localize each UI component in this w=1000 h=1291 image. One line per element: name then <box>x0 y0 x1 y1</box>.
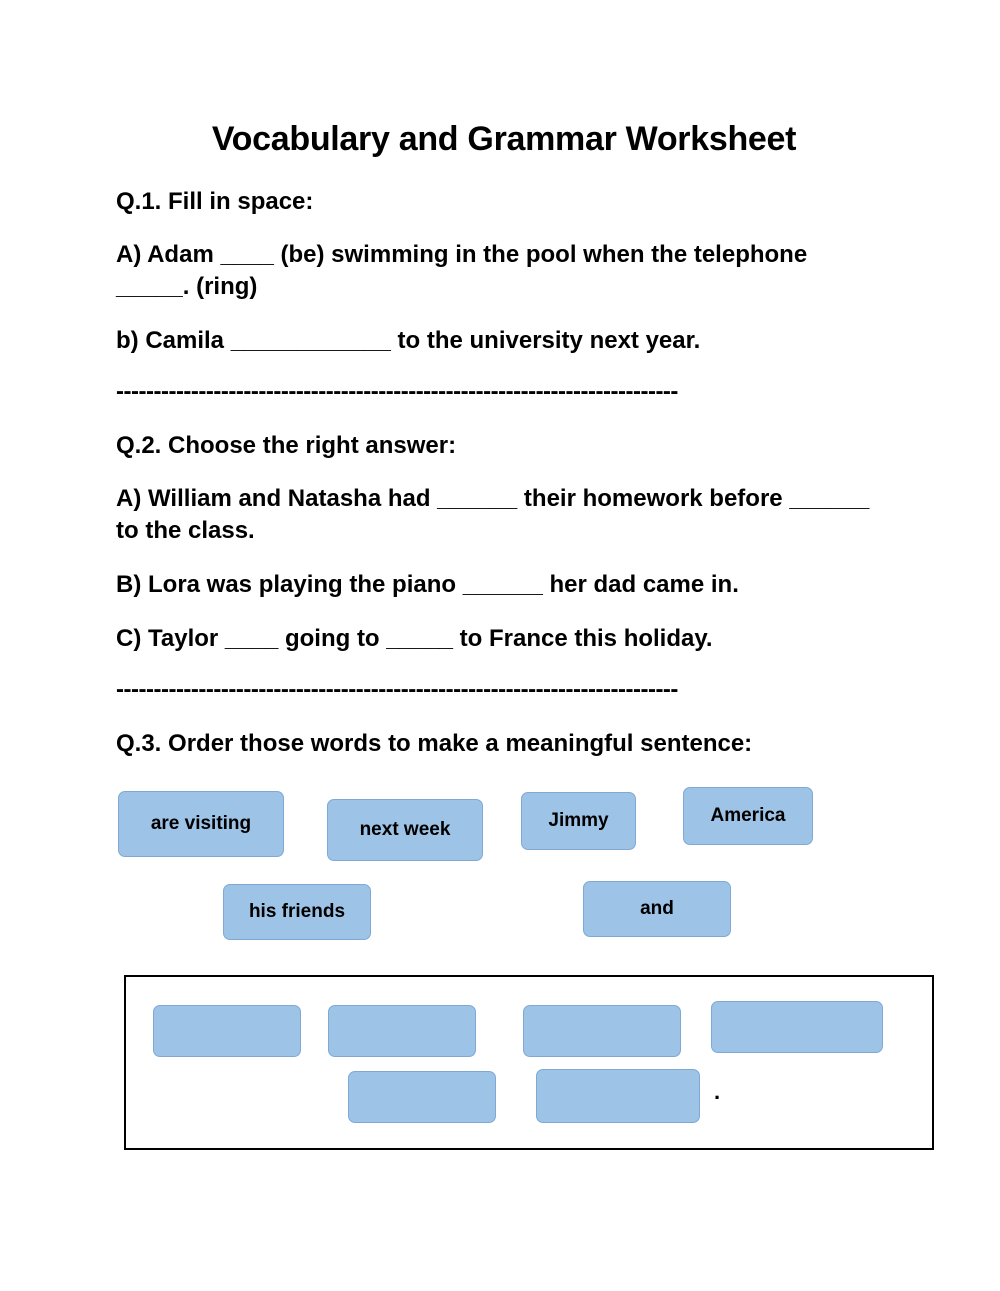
question-3-heading: Q.3. Order those words to make a meaningful sentence: <box>116 730 753 758</box>
question-2-heading: Q.2. Choose the right answer: <box>116 432 457 460</box>
word-tile-and[interactable]: and <box>583 881 731 937</box>
answer-slot-4[interactable] <box>711 1001 883 1053</box>
word-tile-next-week[interactable]: next week <box>327 799 483 861</box>
question-1-item-a: A) Adam ____ (be) swimming in the pool when the telephone _____. (ring) <box>116 241 808 300</box>
question-2-item-c: C) Taylor ____ going to _____ to France this holiday. <box>116 624 713 652</box>
page-title: Vocabulary and Grammar Worksheet <box>211 120 797 158</box>
answer-slot-2[interactable] <box>328 1005 476 1057</box>
answer-slot-5[interactable] <box>348 1071 496 1123</box>
answer-period: . <box>714 1079 721 1105</box>
answer-slot-1[interactable] <box>153 1005 301 1057</box>
word-tile-america[interactable]: America <box>683 787 813 845</box>
section-divider-1: --------------------------------------------------------------------------- <box>116 378 678 405</box>
question-1-heading: Q.1. Fill in space: <box>116 188 314 215</box>
word-tiles-area <box>116 785 880 965</box>
answer-slot-6[interactable] <box>536 1069 700 1123</box>
question-1-item-b: b) Camila ____________ to the university next year. <box>116 326 701 354</box>
worksheet-body <box>0 187 1000 1150</box>
word-tile-his-friends[interactable]: his friends <box>223 884 371 940</box>
answer-slot-3[interactable] <box>523 1005 681 1057</box>
section-divider-2: --------------------------------------------------------------------------- <box>116 676 678 703</box>
question-2-item-a: A) William and Natasha had ______ their homework before ______ to the class. <box>116 485 870 545</box>
word-tile-are-visiting[interactable]: are visiting <box>118 791 284 857</box>
question-2-item-b: B) Lora was playing the piano ______ her dad came in. <box>116 570 739 598</box>
answer-box[interactable] <box>124 975 934 1150</box>
word-tile-jimmy[interactable]: Jimmy <box>521 792 636 850</box>
